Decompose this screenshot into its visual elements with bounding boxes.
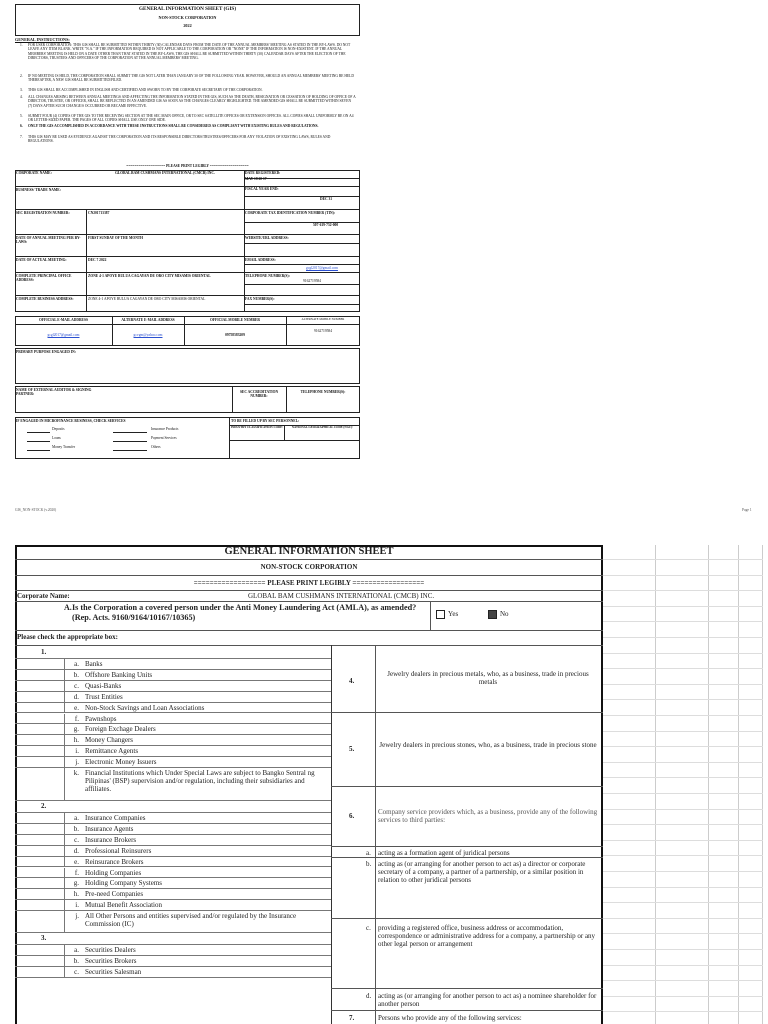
category-group-row [15,801,331,813]
instruction-item: 5. SUBMIT FOUR (4) COPIES OF THE GIS TO THE RECEIVING SECTION AT THE SEC MAIN OFFICE, OR TO SEC SATELLITE OFFICES OR EXTENSION OFFICES. ALL COPIES SHALL UNIFORMLY BE ON A4 OR LETTER-SIZED PAPER. THE PAGES OF ALL COPIES SHALL USE ONLY ONE SIDE. [20,114,354,123]
print-legibly: =================== PLEASE PRINT LEGIBLY =================== [126,164,249,168]
primary-purpose-label: PRIMARY PURPOSE ENGAGED IN: [16,350,76,354]
item-6b-letter: b. [366,860,372,868]
category-label: Mutual Benefit Association [85,901,162,910]
gridline [603,918,763,919]
category-label: Insurance Brokers [85,835,137,844]
category-letter: d. [73,846,79,855]
gridline [603,1011,763,1012]
category-label: Securities Brokers [85,957,137,965]
category-checkbox-cell[interactable] [15,670,65,680]
gis-title: GENERAL INFORMATION SHEET (GIS) [138,6,237,12]
category-label: Securities Salesman [85,967,142,976]
category-label: Insurance Agents [85,824,134,833]
category-checkbox-cell[interactable] [15,900,65,910]
corporate-name-value: GLOBAL BAM CUSHMANS INTERNATIONAL (CMCB) INC. [115,171,215,175]
category-item-row [15,846,331,857]
alt-email-link[interactable]: gcvgm@yahoo.com [133,333,163,337]
gridline [603,793,763,794]
instructions-list [20,43,356,144]
gridline [603,855,763,856]
no-checkbox[interactable] [488,610,497,619]
category-item-row [15,670,331,681]
business-address-label: COMPLETE BUSINESS ADDRESS: [16,297,74,301]
instructions-heading: GENERAL INSTRUCTIONS: [15,37,70,42]
category-number: 3. [41,934,47,943]
category-checkbox-cell[interactable] [15,659,65,669]
gridline [603,777,763,778]
category-label: Quasi-Banks [85,681,122,690]
item-6a-letter: a. [366,849,371,857]
category-item-row [15,724,331,735]
category-letter: c. [74,835,79,844]
category-letter: j. [75,758,79,767]
category-letter: f. [74,868,79,877]
category-item-row [15,835,331,846]
category-letter: d. [73,692,79,701]
item-4-text: Jewelry dealers in precious metals, who, as a business, trade in precious metals [387,670,589,686]
category-letter: c. [74,967,79,976]
category-letter: g. [73,725,79,734]
category-label: Offshore Banking Units [85,670,153,679]
category-label: Remittance Agents [85,747,139,756]
item-5-number: 5. [349,745,355,753]
item-6-number: 6. [349,812,355,820]
service-deposits-line[interactable] [27,432,50,433]
category-letter: a. [74,660,79,668]
amla-no-option[interactable] [488,610,509,619]
fax-label: FAX NUMBER(S): [245,297,275,301]
category-letter: b. [73,957,79,965]
microfinance-label: IF ENGAGED IN MICROFINANCE BUSINESS, CHECK SERVICES [16,419,126,423]
category-checkbox-cell[interactable] [15,724,65,734]
category-item-row [15,757,331,768]
category-checkbox-cell[interactable] [15,846,65,856]
amla-yes-option[interactable] [436,610,458,619]
gridline [603,637,763,638]
category-group-row [15,933,331,945]
category-label: Pre-need Companies [85,890,144,899]
sec-accreditation-label: SEC ACCREDITATION NUMBER: [239,390,279,399]
category-label: Holding Companies [85,868,142,877]
category-label: Banks [85,660,103,668]
page2-title: GENERAL INFORMATION SHEET [224,546,394,557]
category-item-row [15,813,331,824]
category-checkbox-cell[interactable] [15,956,65,966]
category-letter: i. [75,747,79,756]
category-label: Non-Stock Savings and Loan Associations [85,703,205,712]
gridline [603,606,763,607]
category-checkbox-cell[interactable] [15,703,65,713]
amla-question: Is the Corporation a covered person under the Anti Money Laundering Act (AMLA), as amended? (Rep. Acts. 9160/9164/10167/10365) [72,603,417,622]
industry-code-label: INDUSTRY CLASSIFICATION CODE: [230,425,284,429]
instruction-item: 4. ALL CHANGES ARISING BETWEEN ANNUAL MEETINGS AND AFFECTING THE INFORMATION STATED IN THE GIS, SUCH AS THE DEATH, RESIGNATION OR CESSATION OF HOLDING OF OFFICE OF A DIRECTOR, TRUSTEE, OR OFFICER, SHALL BE REFLECTED IN AN AMENDED GIS AS SOON AS THE CHANGES CLEARLY HIGHLIGHTED. THE AMENDED GIS SHALL BE SUBMITTED WITHIN SEVEN (7) DAYS AFTER SUCH CHANGE/S OCCURRED OR BECAME EFFECTIVE. [20,95,356,108]
category-label: Trust Entities [85,692,123,701]
service-payment: Payment Services [151,436,177,440]
category-label: Electronic Money Issuers [85,758,157,767]
category-label: Money Changers [85,736,134,745]
date-registered-label: DATE REGISTERED: [245,171,281,175]
gridline [603,871,763,872]
category-label: Insurance Companies [85,814,146,822]
category-letter: k. [73,769,79,777]
category-letter: f. [74,714,79,723]
category-number: 2. [41,802,47,810]
instruction-item: 2. IF NO MEETING IS HELD, THE CORPORATION SHALL SUBMIT THE GIS NOT LATER THAN JANUARY 30 OF THE FOLLOWING YEAR. HOWEVER, SHOULD AN ANNUAL MEMBERS' MEETING BE HELD THEREAFTER, A NEW GIS SHALL BE SUBMITTED/FILED. [20,74,354,83]
category-checkbox-cell[interactable] [15,735,65,745]
official-mobile-value: 09758583209 [225,333,245,337]
category-item-row [15,681,331,692]
category-checkbox-cell[interactable] [15,945,65,955]
service-insurance-line[interactable] [113,432,147,433]
service-loans-line[interactable] [27,441,50,442]
category-letter: i. [75,901,79,910]
sec-reg-label: SEC REGISTRATION NUMBER: [16,211,70,215]
item-5-text: Jewelry dealers in precious stones, who, as a business, trade in precious stone [379,741,597,749]
category-item-row [15,945,331,956]
service-loans: Loans [52,436,61,440]
category-item-row [15,703,331,714]
gridline [603,668,763,669]
category-label: Professional Reinsurers [85,846,152,855]
official-email-link[interactable]: gcgl2017@gmail.com [47,333,80,337]
category-checkbox-cell[interactable] [15,878,65,888]
email-label: EMAIL ADDRESS: [245,258,276,262]
gridline [603,715,763,716]
item-6d-text: acting as (or arranging for another person to act as) a nominee shareholder for another person [378,992,597,1008]
gridline [603,559,763,560]
business-name-label: BUSINESS/ TRADE NAME: [16,188,61,192]
footer-page-number: Page 1 [742,508,752,512]
gridline [603,902,763,903]
gridline [603,840,763,841]
geo-code-label: NATIONAL GEOGRAPHICAL CODE (NGC): [291,425,354,429]
instruction-item: 6. ONLY THE GIS ACCOMPLISHED IN ACCORDANCE WITH THESE INSTRUCTIONS SHALL BE CONSIDERED AS COMPLIANT WITH EXISTING RULES AND REGULATIONS. [20,124,319,128]
actual-meeting-value: DEC 7 2022 [88,258,107,262]
category-checkbox-cell[interactable] [15,967,65,977]
category-letter: a. [74,814,79,822]
category-item-row [15,889,331,900]
category-item-row [15,659,331,670]
website-label: WEBSITE/URL ADDRESS: [245,236,289,240]
alt-mobile-label: ALTERNATE MOBILE NUMBER [301,317,345,321]
gridline [603,933,763,934]
gridline [603,590,763,591]
gridline [603,746,763,747]
gridline [603,949,763,950]
service-payment-line[interactable] [113,441,147,442]
category-item-row [15,868,331,879]
gis-subtitle: NON-STOCK CORPORATION [158,15,217,20]
category-letter: j. [75,912,79,921]
category-item-row [15,956,331,967]
principal-office-label: COMPLETE PRINCIPAL OFFICE ADDRESS: [16,274,72,283]
business-address-value: ZONE 4-1 APOYE BULUA CAGAYAN DE ORO CITY MISAMIS ORIENTAL [88,297,206,301]
gridline [603,684,763,685]
instruction-item: 1. FOR USER CORPORATION: THIS GIS SHALL BE SUBMITTED WITHIN THIRTY (30) CALENDAR DAYS FROM THE DATE OF THE ANNUAL MEMBERS' MEETING AS STATED IN THE BY-LAWS. DO NOT LEAVE ANY ITEM BLANK. WRITE "N.A." IF THE INFORMATION REQUIRED IS NOT APPLICABLE TO THE CORPORATION OR "NONE" IF THE INFORMATION IS NON-EXISTENT. IF THE ANNUAL MEMBERS' MEETING IS HELD ON A DATE OTHER THAN THAT STATED IN THE BY-LAWS, THE GIS SHALL BE SUBMITTED WITHIN THIRTY (30) CALENDAR DAYS AFTER THE ELECTION OF THE DIRECTORS, TRUSTEES AND OFFICERS OF THE CORPORATION AT THE ANNUAL MEMBERS' MEETING. [20,43,351,61]
service-money-transfer: Money Transfer [52,445,76,449]
category-group-row [15,647,331,659]
category-checkbox-cell[interactable] [15,824,65,834]
corporate-name-label: CORPORATE NAME: [16,171,52,175]
yes-checkbox[interactable] [436,610,445,619]
telephone-value: 9162719584 [303,279,321,283]
category-letter: h. [73,890,79,899]
service-money-transfer-line[interactable] [27,450,50,451]
category-label: Pawnshops [85,714,117,723]
item-6a-text: acting as a formation agent of juridical persons [378,849,510,857]
category-checkbox-cell[interactable] [15,768,65,800]
gridline [603,887,763,888]
category-letter: c. [74,681,79,690]
yes-label: Yes [448,610,459,619]
official-email-label: OFFICIAL E-MAIL ADDRESS [39,318,88,322]
gridline [603,809,763,810]
annual-meeting-label: DATE OF ANNUAL MEETING PER BY-LAWS: [16,236,81,245]
tin-value: 507-619-752-000 [313,223,339,227]
alt-email-label: ALTERNATE E-MAIL ADDRESS [121,318,175,322]
email-value-link[interactable]: gcgl2017@gmail.com [306,266,338,270]
check-box-instruction: Please check the appropriate box: [17,633,118,641]
category-label: Securities Dealers [85,946,136,955]
item-6d-letter: d. [366,992,372,1000]
category-item-row [15,692,331,703]
auditor-label: NAME OF EXTERNAL AUDITOR & SIGNING PARTNER: [16,388,92,397]
category-letter: e. [74,857,79,866]
fiscal-year-value: DEC 31 [320,197,333,201]
category-checkbox-cell[interactable] [15,757,65,767]
category-checkbox-cell[interactable] [15,857,65,867]
annual-meeting-value: FIRST SUNDAY OF THE MONTH [88,236,143,240]
sec-personnel-label: TO BE FILLED UP BY SEC PERSONNEL: [231,419,300,423]
category-checkbox-cell[interactable] [15,835,65,845]
item-6c-text: providing a registered office, business address or accommodation, correspondence or administrative address for a company, a partnership or any other legal person or arrangement [378,924,596,948]
category-letter: h. [73,736,79,745]
gridline [603,653,763,654]
category-item-row [15,911,331,933]
category-label: Financial Institutions which Under Special Laws are subject to Bangko Sentral ng Pilipinas' (BSP) supervision and/or regulation, including their subsidiaries and affiliates. [85,769,315,793]
category-item-row [15,714,331,725]
category-item-row [15,878,331,889]
footer-form-code: GIS_NON-STOCK (v.2020) [15,508,57,512]
amla-letter: A. [64,603,72,612]
category-label: Reinsurance Brokers [85,857,144,866]
gridline [603,996,763,997]
category-label: All Other Persons and entities supervised and/or regulated by the Insurance Commission (IC) [85,912,297,929]
category-number: 1. [41,648,47,656]
gridline [603,980,763,981]
page2-print-legibly: ================== PLEASE PRINT LEGIBLY ================== [193,579,425,587]
category-letter: g. [73,879,79,888]
category-item-row [15,746,331,757]
alt-mobile-value: 9162719584 [314,329,332,333]
category-checkbox-cell[interactable] [15,813,65,823]
instruction-item: 3. THIS GIS SHALL BE ACCOMPLISHED IN ENGLISH AND CERTIFIED AND SWORN TO BY THE CORPORATE SECRETARY OF THE CORPORATION. [20,88,263,92]
gridline [603,762,763,763]
gridline [603,699,763,700]
category-item-row [15,857,331,868]
date-registered-value: MAY 18 20 17 [245,177,267,181]
service-insurance: Insurance Products [151,427,179,431]
gridline [603,621,763,622]
item-7-number: 7. [349,1014,355,1022]
category-letter: b. [73,824,79,833]
service-others-line[interactable] [113,450,147,451]
no-label: No [500,610,509,619]
item-4-number: 4. [349,677,355,685]
principal-office-value: ZONE 4-1 APOYE BULUA CAGAYAN DE ORO CITY MISAMIS ORIENTAL [88,274,211,278]
category-checkbox-cell[interactable] [15,911,65,932]
category-letter: a. [74,946,79,955]
actual-meeting-label: DATE OF ACTUAL MEETING: [16,258,67,262]
page2-subtitle: NON-STOCK CORPORATION [260,563,358,571]
gridline [603,824,763,825]
category-item-row [15,768,331,801]
category-label: Holding Company Systems [85,879,163,888]
gridline [603,731,763,732]
item-6b-text: acting as (or arranging for another person to act as) a director or corporate secretary of a company, a partner of a partnership, or a similar position in relation to other juridical persons [378,860,586,884]
page2-corp-name-label: Corporate Name: [17,592,70,600]
category-item-row [15,735,331,746]
item-6-text: Company service providers which, as a business, provide any of the following services to third parties: [378,808,598,824]
sec-reg-value: CN201713387 [88,211,110,215]
category-checkbox-cell[interactable] [15,681,65,691]
page2-corp-name-value: GLOBAL BAM CUSHMANS INTERNATIONAL (CMCB) INC. [248,592,435,600]
auditor-telephone-label: TELEPHONE NUMBER(S): [300,390,346,394]
category-checkbox-cell[interactable] [15,714,65,724]
category-item-row [15,967,331,978]
category-letter: b. [73,670,79,679]
category-letter: e. [74,703,79,712]
category-checkbox-cell[interactable] [15,868,65,878]
category-item-row [15,900,331,911]
item-7-text: Persons who provide any of the following services: [378,1014,522,1022]
category-checkbox-cell[interactable] [15,889,65,899]
item-6c-letter: c. [366,924,371,932]
gis-year: 2022 [183,23,192,28]
category-checkbox-cell[interactable] [15,692,65,702]
official-mobile-label: OFFICIAL MOBILE NUMBER [210,318,260,322]
instruction-item: 7. THIS GIS MAY BE USED AS EVIDENCE AGAINST THE CORPORATION AND ITS RESPONSIBLE DIRECTORS/TRUSTEES/OFFICERS FOR ANY VIOLATION OF EXISTING LAWS, RULES AND REGULATIONS. [20,135,331,144]
telephone-label: TELEPHONE NUMBER(S): [245,274,290,278]
gridline [603,965,763,966]
service-others: Others [151,445,161,449]
category-checkbox-cell[interactable] [15,746,65,756]
service-deposits: Deposits [52,427,65,431]
tin-label: CORPORATE TAX IDENTIFICATION NUMBER (TIN): [245,211,335,215]
fiscal-year-label: FISCAL YEAR END: [245,187,279,191]
category-label: Foreign Exchage Dealers [85,725,156,734]
category-item-row [15,824,331,835]
gridline [603,575,763,576]
